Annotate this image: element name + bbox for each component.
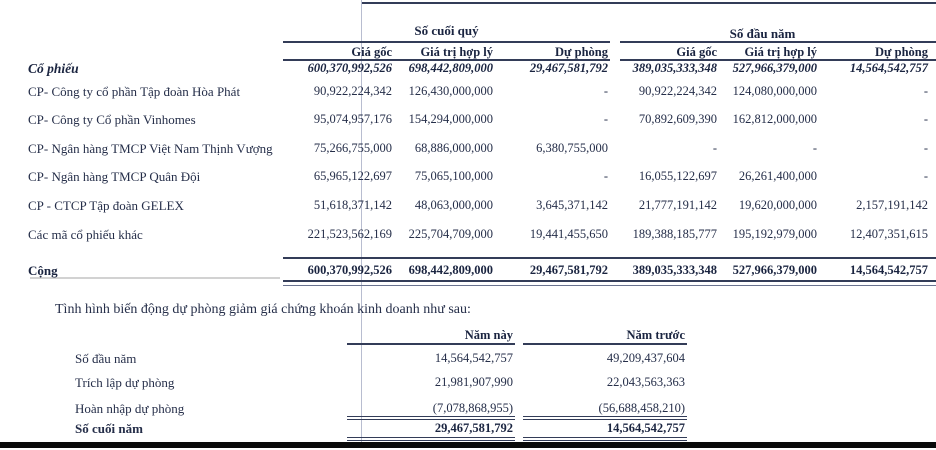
total-bottom-rule-2 (283, 285, 936, 286)
table-cell: 154,294,000,000 (408, 112, 493, 126)
provision-total-bottom-rule-right-2 (523, 440, 687, 441)
table-cell: 29,467,581,792 (434, 421, 513, 435)
table-cell: - (603, 112, 608, 126)
table-cell: (7,078,868,955) (432, 401, 513, 415)
table-cell: 221,523,562,169 (307, 227, 392, 241)
table-cell: - (923, 141, 928, 155)
table-cell: 49,209,437,604 (606, 351, 685, 365)
table-cell: 698,442,809,000 (408, 263, 493, 277)
row-label: CP- Ngân hàng TMCP Quân Đội (28, 169, 201, 184)
table-cell: 14,564,542,757 (434, 351, 513, 365)
table-cell: 29,467,581,792 (529, 263, 608, 277)
table-cell: 70,892,609,390 (638, 112, 717, 126)
subheader-gia-goc-q: Giá gốc (351, 45, 392, 59)
table-cell: 2,157,191,142 (856, 198, 928, 212)
row-label: CP - CTCP Tập đoàn GELEX (28, 198, 184, 213)
table-cell: 51,618,371,142 (313, 198, 392, 212)
provision-total-bottom-rule-left-1 (347, 437, 515, 438)
table-cell: 600,370,992,526 (307, 61, 392, 75)
table-cell: 75,266,755,000 (313, 141, 392, 155)
table-cell: 16,055,122,697 (638, 169, 717, 183)
table-cell: 12,407,351,615 (849, 227, 928, 241)
scan-smudge (30, 277, 280, 279)
table-cell: 189,388,185,777 (632, 227, 717, 241)
table-cell: - (603, 169, 608, 183)
group-header-end-of-quarter: Số cuối quý (414, 23, 479, 38)
group-underline-left (283, 41, 610, 43)
table-cell: 22,043,563,363 (606, 375, 685, 389)
provision-col-header-prior-year: Năm trước (626, 328, 685, 342)
table-cell: 90,922,224,342 (638, 84, 717, 98)
table-cell: 75,065,100,000 (414, 169, 493, 183)
row-label: CP- Công ty cổ phần Tập đoàn Hòa Phát (28, 84, 241, 99)
row-label: CP- Ngân hàng TMCP Việt Nam Thịnh Vượng (28, 141, 273, 156)
provision-total-top-rule-right-2 (523, 419, 687, 420)
table-cell: 162,812,000,000 (732, 112, 817, 126)
provision-header-underline-left (347, 343, 515, 345)
table-cell: - (923, 84, 928, 98)
table-cell: 126,430,000,000 (408, 84, 493, 98)
table-cell: 14,564,542,757 (849, 61, 928, 75)
table-cell: 6,380,755,000 (536, 141, 608, 155)
table-cell: 389,035,333,348 (632, 263, 717, 277)
subheader-du-phong-q: Dự phòng (554, 45, 608, 59)
provision-total-top-rule-right-1 (523, 416, 687, 417)
row-label: Cổ phiếu (28, 61, 79, 76)
page-bottom-bar (0, 442, 936, 448)
table-cell: 124,080,000,000 (732, 84, 817, 98)
subheader-du-phong-y: Dự phòng (874, 45, 928, 59)
table-cell: 19,620,000,000 (738, 198, 817, 212)
table-cell: - (603, 84, 608, 98)
table-cell: - (712, 141, 717, 155)
provision-total-bottom-rule-right-1 (523, 437, 687, 438)
row-label: CP- Công ty Cổ phần Vinhomes (28, 112, 196, 127)
table-cell: 68,886,000,000 (414, 141, 493, 155)
provision-total-top-rule-left-1 (347, 416, 515, 417)
table-cell: 195,192,979,000 (732, 227, 817, 241)
table-cell: 26,261,400,000 (738, 169, 817, 183)
provision-header-underline-right (523, 343, 687, 345)
table-cell: 527,966,379,000 (732, 61, 817, 75)
provision-total-bottom-rule-left-2 (347, 440, 515, 441)
row-label: Số đầu năm (75, 351, 137, 366)
row-label: Hoàn nhập dự phòng (75, 401, 185, 416)
total-top-rule (283, 257, 936, 259)
table-cell: 21,981,907,990 (434, 375, 513, 389)
table-cell: 19,441,455,650 (529, 227, 608, 241)
subheader-gia-tri-hop-ly-y: Giá trị hợp lý (744, 45, 817, 59)
table-cell: - (923, 112, 928, 126)
table-cell: 29,467,581,792 (529, 61, 608, 75)
subheader-gia-goc-y: Giá gốc (676, 45, 717, 59)
table-top-rule (362, 2, 936, 4)
group-header-beginning-of-year: Số đầu năm (729, 26, 796, 41)
table-cell: - (923, 169, 928, 183)
table-cell: 225,704,709,000 (408, 227, 493, 241)
total-bottom-rule (283, 280, 936, 282)
row-label: Trích lập dự phòng (75, 375, 175, 390)
table-cell: 48,063,000,000 (414, 198, 493, 212)
row-label: Các mã cổ phiếu khác (28, 227, 143, 242)
table-cell: 527,966,379,000 (732, 263, 817, 277)
table-cell: (56,688,458,210) (598, 401, 685, 415)
table-cell: 21,777,191,142 (638, 198, 717, 212)
total-row-label: Số cuối năm (75, 421, 143, 436)
table-cell: 389,035,333,348 (632, 61, 717, 75)
table-cell: 14,564,542,757 (849, 263, 928, 277)
total-row-label: Cộng (28, 263, 58, 278)
table-cell: - (812, 141, 817, 155)
table-cell: 698,442,809,000 (408, 61, 493, 75)
table-cell: 95,074,957,176 (313, 112, 392, 126)
table-cell: 65,965,122,697 (313, 169, 392, 183)
table-cell: 3,645,371,142 (536, 198, 608, 212)
provision-total-top-rule-left-2 (347, 419, 515, 420)
provision-col-header-current-year: Năm này (464, 328, 513, 342)
subheader-gia-tri-hop-ly-q: Giá trị hợp lý (420, 45, 493, 59)
provision-section-heading: Tình hình biến động dự phòng giảm giá chứng khoán kinh doanh như sau: (55, 302, 471, 317)
table-cell: 600,370,992,526 (307, 263, 392, 277)
table-cell: 14,564,542,757 (606, 421, 685, 435)
table-cell: 90,922,224,342 (313, 84, 392, 98)
